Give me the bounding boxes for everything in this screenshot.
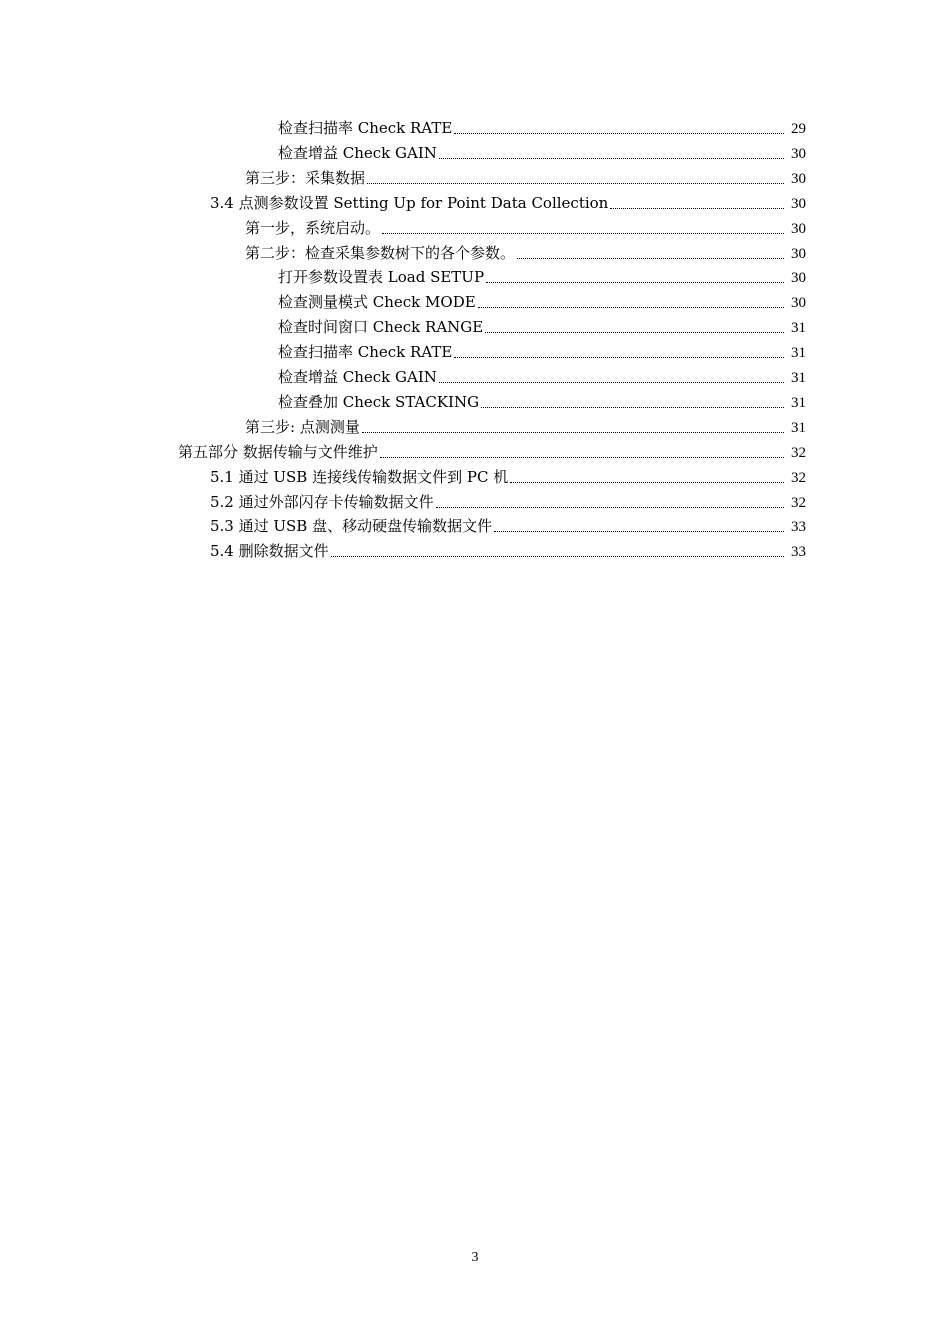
toc-entry[interactable] — [210, 514, 806, 539]
toc-entry-title: 检查扫描率 Check RATE — [278, 343, 453, 361]
toc-entry[interactable] — [278, 290, 806, 315]
toc-dot-leader — [454, 357, 784, 358]
toc-entry[interactable] — [178, 440, 806, 465]
toc-entry-title: 检查增益 Check GAIN — [278, 144, 437, 162]
toc-entry[interactable] — [210, 465, 806, 490]
toc-entry-page-number: 33 — [791, 544, 806, 560]
toc-dot-leader — [362, 432, 784, 433]
toc-entry[interactable] — [210, 539, 806, 564]
toc-entry-title: 打开参数设置表 Load SETUP — [278, 268, 485, 286]
toc-entry[interactable] — [278, 116, 806, 141]
toc-dot-leader — [485, 332, 784, 333]
toc-entry-page-number: 30 — [791, 221, 806, 237]
toc-entry-page-number: 30 — [791, 171, 806, 187]
toc-entry-title: 检查时间窗口 Check RANGE — [278, 318, 484, 336]
toc-entry[interactable] — [278, 141, 806, 166]
toc-dot-leader — [436, 507, 784, 508]
toc-entry-page-number: 32 — [791, 495, 806, 511]
toc-entry-title: 检查增益 Check GAIN — [278, 368, 437, 386]
toc-entry-title: 第二步：检查采集参数树下的各个参数。 — [245, 244, 516, 262]
toc-entry-page-number: 32 — [791, 445, 806, 461]
toc-dot-leader — [382, 233, 784, 234]
toc-entry-title: 第五部分 数据传输与文件维护 — [178, 443, 378, 461]
toc-dot-leader — [494, 531, 784, 532]
toc-entry-page-number: 31 — [791, 320, 806, 336]
toc-entry[interactable] — [278, 365, 806, 390]
toc-entry[interactable] — [245, 216, 806, 241]
toc-dot-leader — [510, 482, 784, 483]
toc-entry-page-number: 31 — [791, 420, 806, 436]
toc-entry-title: 检查叠加 Check STACKING — [278, 393, 480, 411]
toc-entry-page-number: 31 — [791, 395, 806, 411]
toc-dot-leader — [439, 158, 784, 159]
toc-dot-leader — [610, 208, 784, 209]
toc-entry-title: 第三步: 点测测量 — [245, 418, 360, 436]
toc-entry[interactable] — [278, 315, 806, 340]
toc-dot-leader — [454, 133, 784, 134]
toc-entry-title: 3.4 点测参数设置 Setting Up for Point Data Collection — [210, 194, 609, 212]
toc-dot-leader — [439, 382, 784, 383]
toc-entry[interactable] — [278, 390, 806, 415]
toc-entry-page-number: 30 — [791, 196, 806, 212]
toc-entry-title: 5.3 通过 USB 盘、移动硬盘传输数据文件 — [210, 517, 493, 535]
toc-entry[interactable] — [245, 241, 806, 266]
page-number: 3 — [471, 1250, 479, 1265]
toc-dot-leader — [331, 556, 784, 557]
toc-entry-page-number: 30 — [791, 270, 806, 286]
toc-entry[interactable] — [245, 166, 806, 191]
toc-dot-leader — [367, 183, 784, 184]
toc-entry[interactable] — [278, 340, 806, 365]
toc-dot-leader — [517, 258, 784, 259]
toc-entry-title: 检查测量模式 Check MODE — [278, 293, 476, 311]
toc-entry-page-number: 29 — [791, 121, 806, 137]
toc-entry-page-number: 30 — [791, 146, 806, 162]
toc-entry[interactable] — [278, 265, 806, 290]
toc-entry-title: 5.1 通过 USB 连接线传输数据文件到 PC 机 — [210, 468, 509, 486]
toc-dot-leader — [380, 457, 784, 458]
toc-entry-page-number: 32 — [791, 470, 806, 486]
toc-entry-page-number: 30 — [791, 246, 806, 262]
toc-entry[interactable] — [210, 191, 806, 216]
toc-dot-leader — [478, 307, 784, 308]
toc-entry-title: 第三步：采集数据 — [245, 169, 366, 187]
toc-dot-leader — [486, 282, 784, 283]
toc-entry-page-number: 31 — [791, 345, 806, 361]
toc-entry-title: 5.4 删除数据文件 — [210, 542, 329, 560]
toc-entry[interactable] — [245, 415, 806, 440]
toc-entry-title: 5.2 通过外部闪存卡传输数据文件 — [210, 493, 434, 511]
toc-entry-page-number: 30 — [791, 295, 806, 311]
toc-entry-title: 检查扫描率 Check RATE — [278, 119, 453, 137]
toc-dot-leader — [481, 407, 784, 408]
toc-entry-title: 第一步，系统启动。 — [245, 219, 381, 237]
toc-entry[interactable] — [210, 490, 806, 515]
toc-entry-page-number: 31 — [791, 370, 806, 386]
toc-entry-page-number: 33 — [791, 519, 806, 535]
